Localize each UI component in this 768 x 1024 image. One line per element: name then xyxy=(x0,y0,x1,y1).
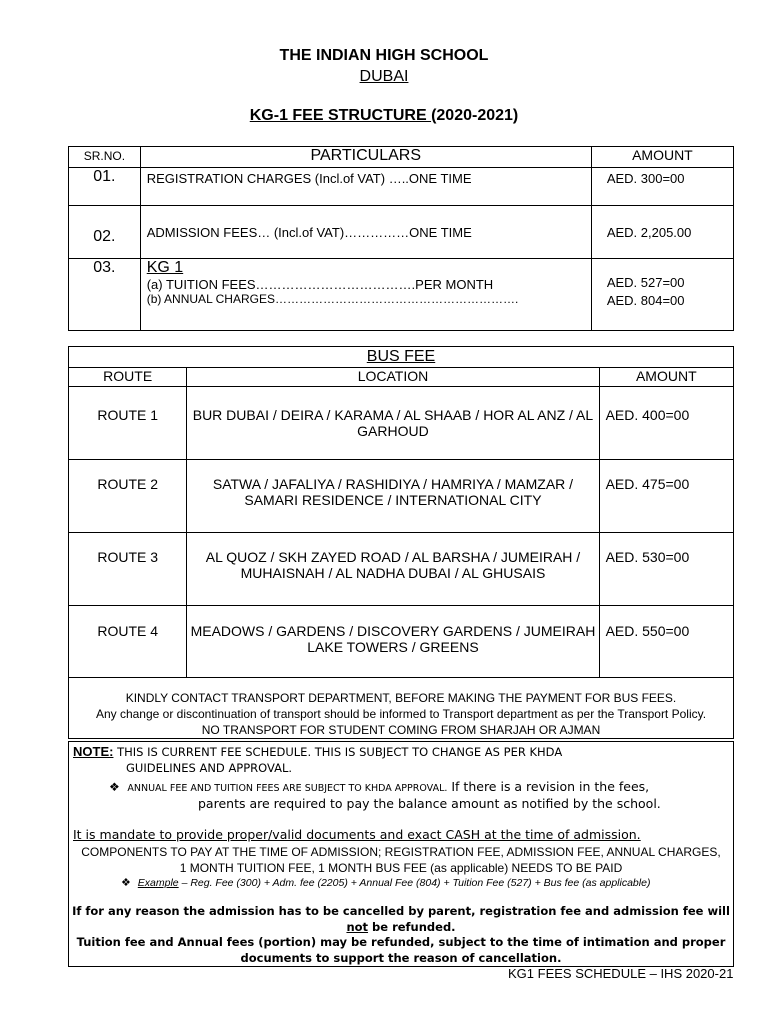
footer-text: KG1 FEES SCHEDULE – IHS 2020-21 xyxy=(508,966,734,981)
transport-notice-3: NO TRANSPORT FOR STUDENT COMING FROM SHARJAH OR AJMAN xyxy=(201,723,601,737)
mandate-text: It is mandate to provide proper/valid documents and exact CASH at the time of admission. xyxy=(73,827,641,842)
route-location: SATWA / JAFALIYA / RASHIDIYA / HAMRIYA / MAMZAR / SAMARI RESIDENCE / INTERNATIONAL CITY xyxy=(187,460,599,533)
row2-desc: ADMISSION FEES… (Incl.of VAT)……………ONE TIME xyxy=(140,206,591,259)
note-bullet-1 xyxy=(109,779,649,794)
route-amount: AED. 530=00 xyxy=(599,533,733,606)
note-label: NOTE: xyxy=(73,744,114,759)
row1-desc: REGISTRATION CHARGES (Incl.of VAT) …..ONE TIME xyxy=(140,168,591,206)
cancellation-policy xyxy=(69,904,733,966)
row2-sr: 02. xyxy=(69,206,141,259)
row3-desc xyxy=(140,259,591,331)
table-row xyxy=(69,387,734,460)
route-name: ROUTE 3 xyxy=(69,533,187,606)
note-line-1 xyxy=(73,744,562,759)
route-amount: AED. 400=00 xyxy=(599,387,733,460)
cancel-rest: be refunded. xyxy=(368,919,456,934)
row2-amount: AED. 2,205.00 xyxy=(591,206,733,259)
route-location: MEADOWS / GARDENS / DISCOVERY GARDENS / JUMEIRAH LAKE TOWERS / GREENS xyxy=(187,606,599,678)
table-row xyxy=(69,606,734,678)
school-city: DUBAI xyxy=(359,68,409,85)
route-location: BUR DUBAI / DEIRA / KARAMA / AL SHAAB / HOR AL ANZ / AL GARHOUD xyxy=(187,387,599,460)
row1-sr: 01. xyxy=(69,168,141,206)
bullet1-caps: ANNUAL FEE AND TUITION FEES ARE SUBJECT TO KHDA APPROVAL. xyxy=(127,783,448,794)
refund-line-1: Tuition fee and Annual fees (portion) may be refunded, subject to the time of intimation and proper xyxy=(76,935,726,949)
fee-title-year: (2020-2021) xyxy=(431,107,519,124)
fee-title-text: KG-1 FEE STRUCTURE xyxy=(249,107,432,124)
cancel-line-2 xyxy=(69,920,733,936)
col-route: ROUTE xyxy=(69,368,187,387)
example-line xyxy=(121,876,650,889)
col-srno: SR.NO. xyxy=(69,147,141,168)
route-name: ROUTE 1 xyxy=(69,387,187,460)
cancel-not: not xyxy=(346,919,369,934)
bullet1-rest: If there is a revision in the fees, xyxy=(447,779,650,794)
route-location: AL QUOZ / SKH ZAYED ROAD / AL BARSHA / JUMEIRAH / MUHAISNAH / AL NADHA DUBAI / AL GHUSAIS xyxy=(187,533,599,606)
transport-notice-1: KINDLY CONTACT TRANSPORT DEPARTMENT, BEFORE MAKING THE PAYMENT FOR BUS FEES. xyxy=(125,691,677,705)
bus-fee-table xyxy=(68,346,734,739)
table-row xyxy=(69,460,734,533)
table-row xyxy=(69,533,734,606)
route-amount: AED. 475=00 xyxy=(599,460,733,533)
components-line-1: COMPONENTS TO PAY AT THE TIME OF ADMISSION; REGISTRATION FEE, ADMISSION FEE, ANNUAL CHARGES, xyxy=(81,845,721,859)
bullet1-line2: parents are required to pay the balance amount as notified by the school. xyxy=(198,796,661,811)
refund-line-2: documents to support the reason of cancellation. xyxy=(240,950,562,965)
cancel-line-1: If for any reason the admission has to be cancelled by parent, registration fee and admission fee will xyxy=(72,904,730,918)
row3-sr: 03. xyxy=(69,259,141,331)
example-text: – Reg. Fee (300) + Adm. fee (2205) + Annual Fee (804) + Tuition Fee (527) + Bus fee (as applicable) xyxy=(178,877,651,889)
row3-amounts xyxy=(591,259,733,331)
row3-amount-b: AED. 804=00 xyxy=(606,293,685,308)
transport-notice-2: Any change or discontinuation of transport should be informed to Transport department as per the Transport Policy. xyxy=(95,707,707,721)
row1-amount: AED. 300=00 xyxy=(591,168,733,206)
route-name: ROUTE 4 xyxy=(69,606,187,678)
col-particulars: PARTICULARS xyxy=(140,147,591,168)
col-amount: AMOUNT xyxy=(591,147,733,168)
row3-amount-a: AED. 527=00 xyxy=(606,275,685,290)
school-name: THE INDIAN HIGH SCHOOL xyxy=(279,47,489,64)
fee-table xyxy=(68,146,734,331)
example-label: Example xyxy=(137,877,179,889)
bus-fee-title: BUS FEE xyxy=(69,347,734,368)
transport-notice xyxy=(69,678,734,739)
components-line-2: 1 MONTH TUITION FEE, 1 MONTH BUS FEE (as applicable) NEEDS TO BE PAID xyxy=(179,861,623,875)
row3-line-b: (b) ANNUAL CHARGES……………………………………………………. xyxy=(146,292,519,306)
col-location: LOCATION xyxy=(187,368,599,387)
col-bus-amount: AMOUNT xyxy=(599,368,733,387)
row3-title: KG 1 xyxy=(146,259,184,276)
route-name: ROUTE 2 xyxy=(69,460,187,533)
note-box xyxy=(68,741,734,967)
fee-structure-title xyxy=(0,107,768,125)
diamond-bullet-icon: ❖ xyxy=(121,877,131,889)
row3-line-a: (a) TUITION FEES……………………………….PER MONTH xyxy=(146,277,494,292)
route-amount: AED. 550=00 xyxy=(599,606,733,678)
diamond-bullet-icon: ❖ xyxy=(109,780,120,794)
note-line-1b: GUIDELINES AND APPROVAL. xyxy=(126,761,293,775)
note-text: THIS IS CURRENT FEE SCHEDULE. THIS IS SUBJECT TO CHANGE AS PER KHDA xyxy=(113,745,563,759)
